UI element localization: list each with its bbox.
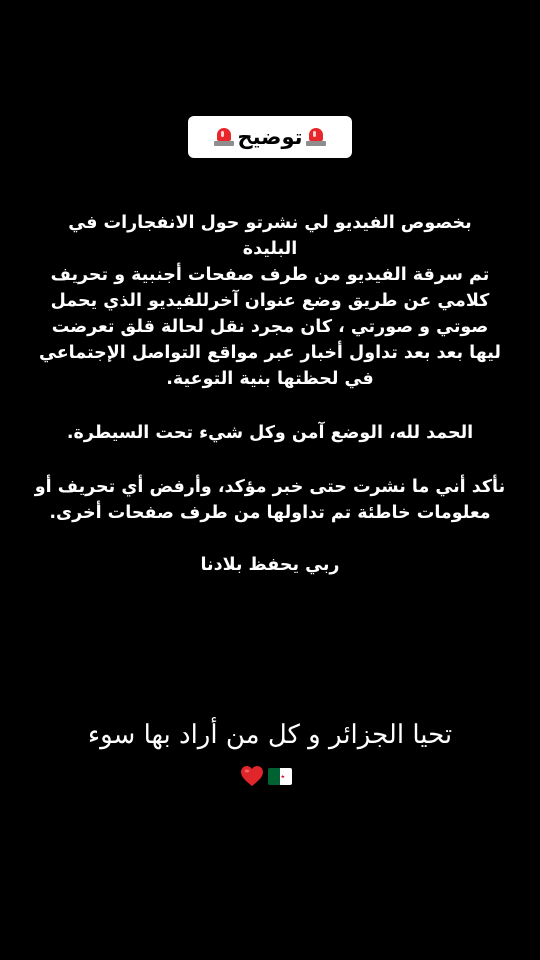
closing-line: تحيا الجزائر و كل من أراد بها سوء [87,720,453,750]
title-text: توضيح [237,124,303,149]
text-line: كلامي عن طريق وضع عنوان آخرللفيديو الذي يحمل [50,291,490,311]
paragraph-prayer [14,552,526,578]
text-line: الحمد لله، الوضع آمن وكل شيء تحت السيطرة. [66,423,474,443]
text-line: البليدة [242,239,298,259]
title-pill [188,116,352,158]
paragraph-reassurance [14,420,526,446]
text-line: بخصوص الفيديو لي نشرتو حول الانفجارات في [68,213,472,233]
text-line: ليها بعد بعد تداول أخبار عبر مواقع التواصل الإجتماعي [39,343,501,363]
paragraph-clarification [14,210,526,392]
text-line: ربي يحفظ بلادنا [200,555,340,575]
text-line: معلومات خاطئة تم تداولها من طرف صفحات أخرى. [49,503,491,523]
text-line: في لحظتها بنية التوعية. [166,369,374,389]
announcement-body [14,210,526,578]
text-line: صوتي و صورتي ، كان مجرد نقل لحالة قلق تعرضت [51,317,489,337]
police-light-icon [306,127,326,147]
red-heart-icon [240,765,264,787]
closing-emojis [240,765,292,787]
algeria-flag-icon [268,768,292,785]
text-line: نأكد أني ما نشرت حتى خبر مؤكد، وأرفض أي تحريف أو [34,477,506,497]
paragraph-denial [14,474,526,526]
text-line: تم سرقة الفيديو من طرف صفحات أجنبية و تحريف [50,265,490,285]
police-light-icon [214,127,234,147]
